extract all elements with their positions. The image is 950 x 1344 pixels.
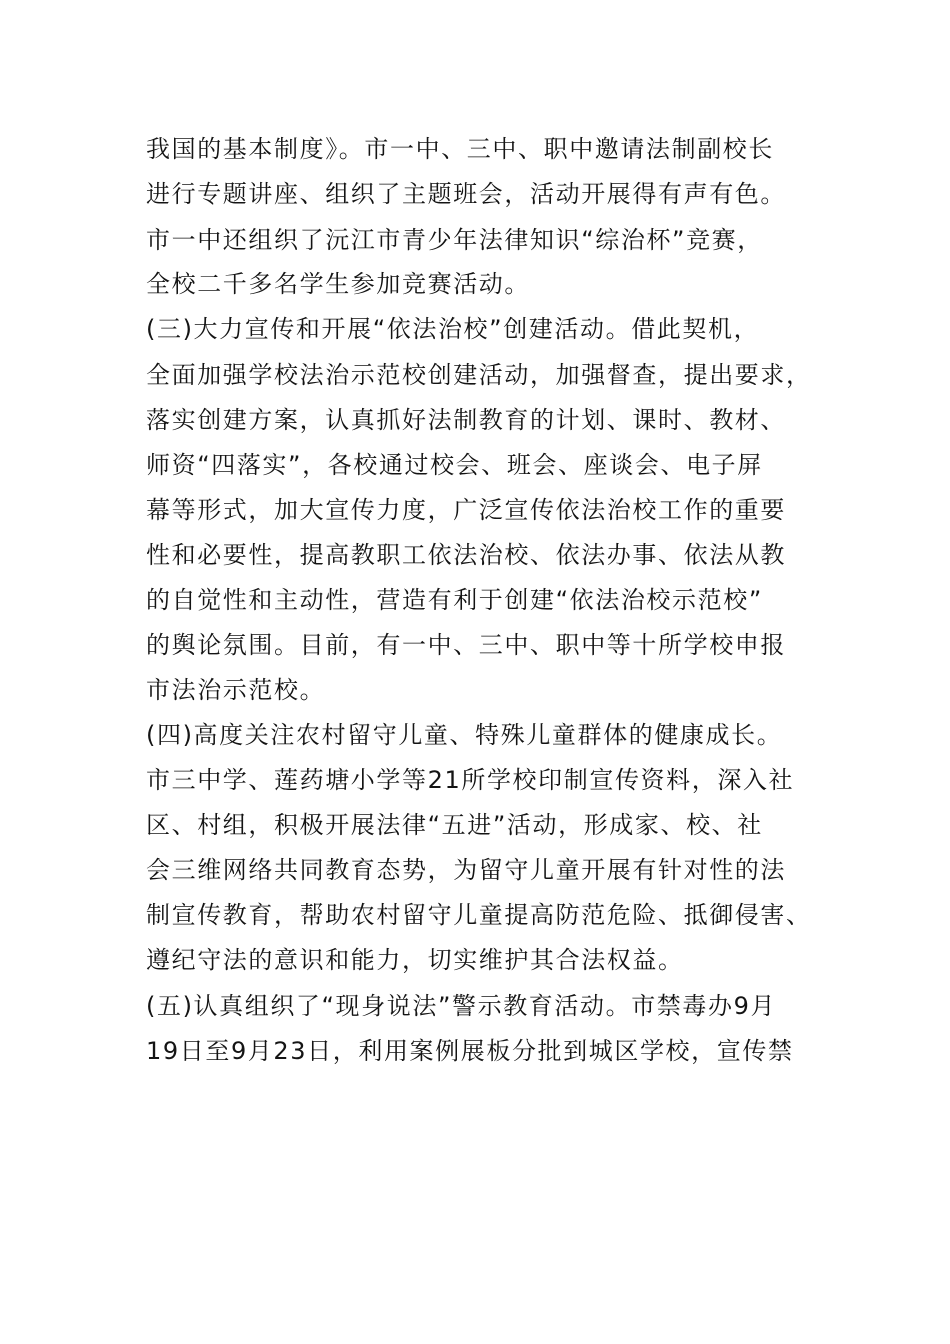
text-line-15: 市三中学、莲药塘小学等21所学校印制宣传资料，深入社 bbox=[146, 766, 795, 794]
text-line-19: 遵纪守法的意识和能力，切实维护其合法权益。 bbox=[146, 946, 684, 974]
text-line-1: 我国的基本制度》。市一中、三中、职中邀请法制副校长 bbox=[146, 135, 774, 163]
text-line-14: (四)高度关注农村留守儿童、特殊儿童群体的健康成长。 bbox=[146, 721, 783, 749]
text-line-12: 的舆论氛围。目前，有一中、三中、职中等十所学校申报 bbox=[146, 631, 786, 659]
text-line-4: 全校二千多名学生参加竞赛活动。 bbox=[146, 270, 530, 298]
text-line-6: 全面加强学校法治示范校创建活动，加强督查，提出要求， bbox=[146, 361, 812, 389]
text-line-7: 落实创建方案，认真抓好法制教育的计划、课时、教材、 bbox=[146, 406, 786, 434]
text-line-3: 市一中还组织了沅江市青少年法律知识“综治杯”竞赛， bbox=[146, 226, 763, 254]
text-line-11: 的自觉性和主动性，营造有利于创建“依法治校示范校” bbox=[146, 586, 763, 614]
text-line-18: 制宣传教育，帮助农村留守儿童提高防范危险、抵御侵害、 bbox=[146, 901, 812, 929]
text-line-20: (五)认真组织了“现身说法”警示教育活动。市禁毒办9月 bbox=[146, 992, 777, 1020]
text-line-9: 幕等形式，加大宣传力度，广泛宣传依法治校工作的重要 bbox=[146, 496, 786, 524]
text-line-16: 区、村组，积极开展法律“五进”活动，形成家、校、社 bbox=[146, 811, 763, 839]
text-line-5: (三)大力宣传和开展“依法治校”创建活动。借此契机， bbox=[146, 315, 760, 343]
text-line-21: 19日至9月23日，利用案例展板分批到城区学校，宣传禁 bbox=[146, 1037, 794, 1065]
text-line-13: 市法治示范校。 bbox=[146, 676, 326, 704]
text-line-10: 性和必要性，提高教职工依法治校、依法办事、依法从教 bbox=[146, 541, 786, 569]
text-line-2: 进行专题讲座、组织了主题班会，活动开展得有声有色。 bbox=[146, 180, 786, 208]
text-line-8: 师资“四落实”，各校通过校会、班会、座谈会、电子屏 bbox=[146, 451, 763, 479]
text-line-17: 会三维网络共同教育态势，为留守儿童开展有针对性的法 bbox=[146, 856, 786, 884]
